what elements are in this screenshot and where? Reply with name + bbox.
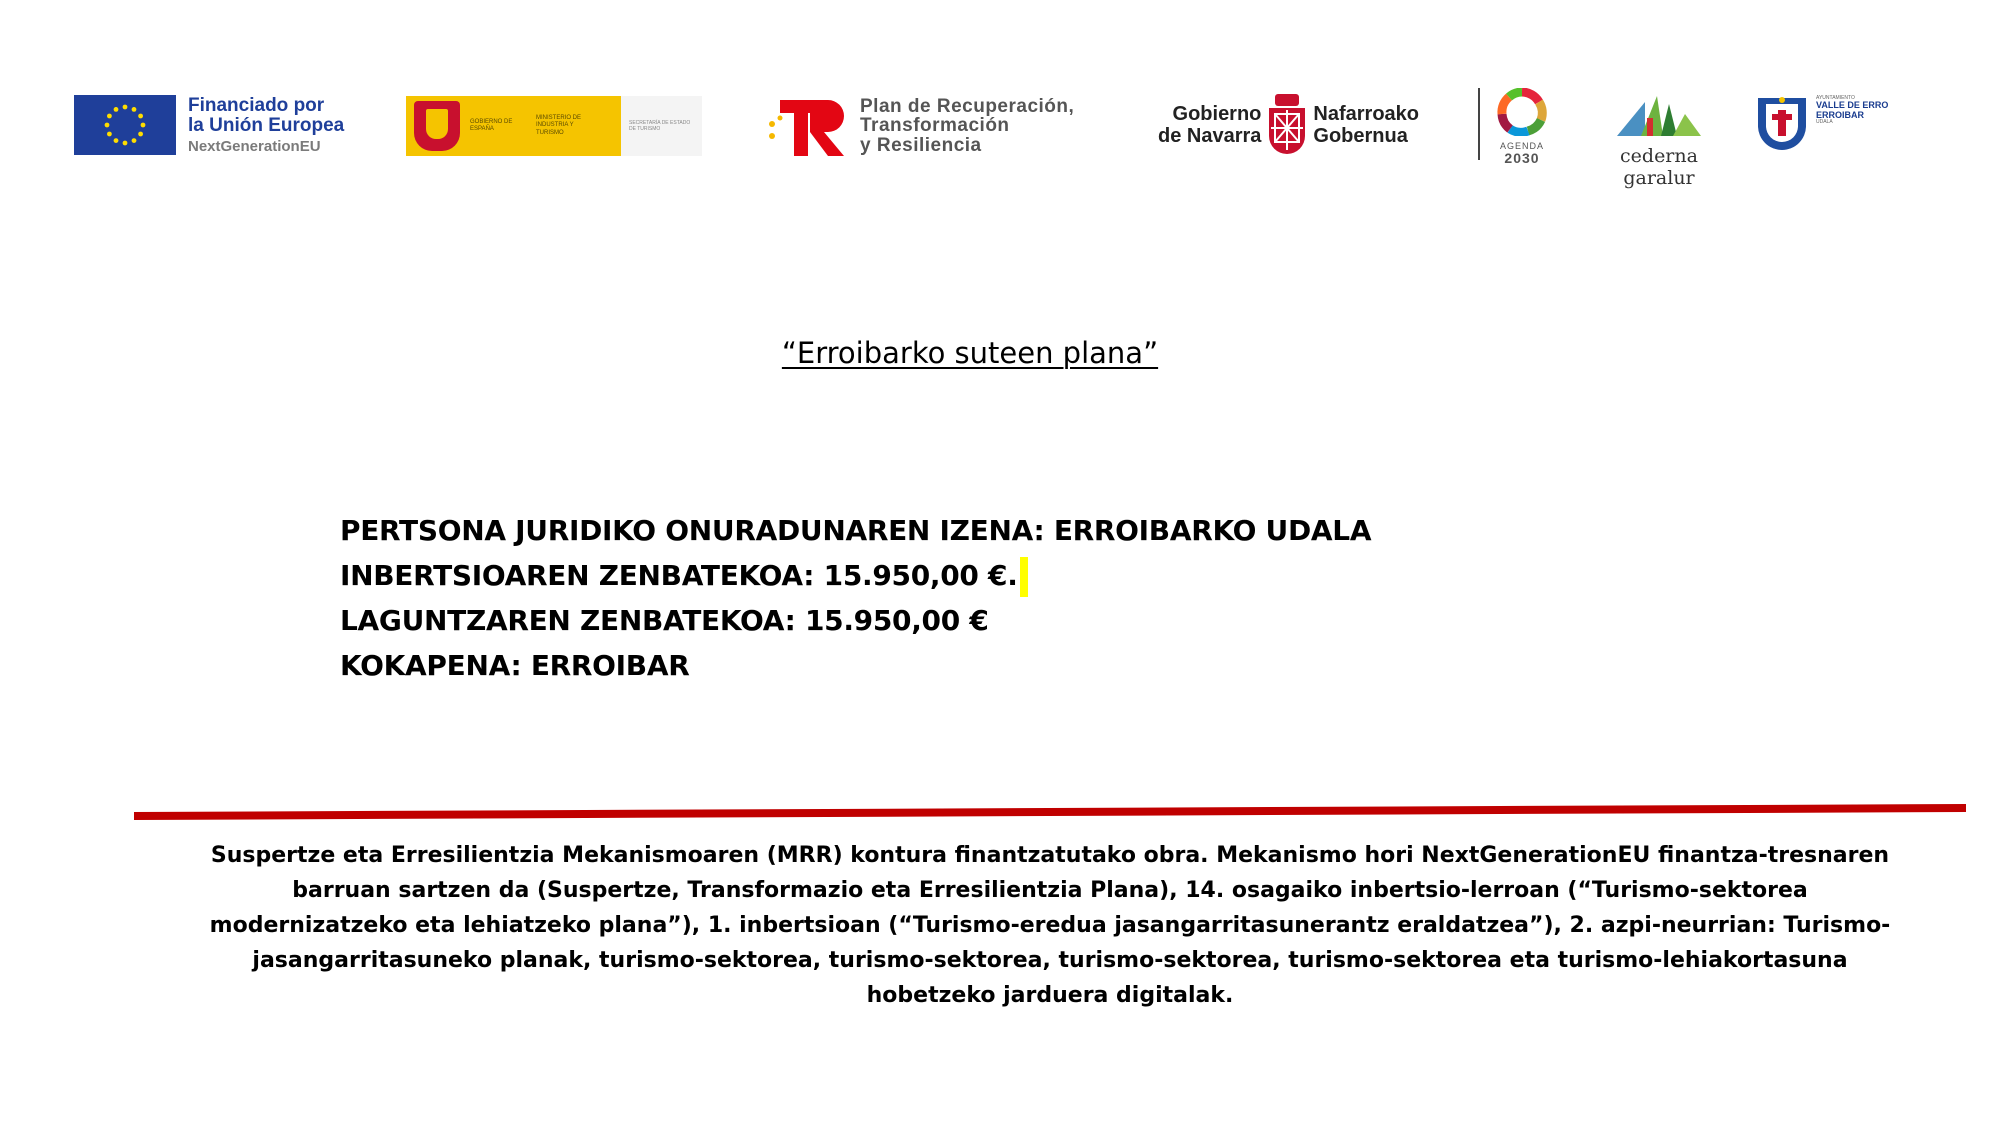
navarra-left-line-1: Gobierno xyxy=(1172,103,1262,125)
navarra-right-line-2: Gobernua xyxy=(1313,125,1408,147)
eu-logo-line-1: Financiado por xyxy=(188,94,325,116)
eu-flag-icon xyxy=(74,95,176,155)
spain-government-logo xyxy=(406,96,702,156)
cederna-garalur-logo xyxy=(1586,92,1732,189)
footnote-line: jasangarritasuneko planak, turismo-sektorea, turismo-sektorea, turismo-sektorea, turismo-sektorea eta turismo-lehiakortasuna xyxy=(252,948,1848,973)
valle-de-erro-logo xyxy=(1756,94,1902,156)
document-title-text: “Erroibarko suteen plana” xyxy=(781,336,1159,370)
aid-amount-line: LAGUNTZAREN ZENBATEKOA: 15.950,00 € xyxy=(340,604,989,637)
beneficiary-line: PERTSONA JURIDIKO ONURADUNAREN IZENA: ERROIBARKO UDALA xyxy=(340,514,1372,547)
prtr-logo xyxy=(766,92,1116,160)
spain-crest-icon xyxy=(414,101,460,151)
highlight-mark xyxy=(1020,557,1028,597)
prtr-line-3: y Resiliencia xyxy=(860,134,982,156)
footnote-line: modernizatzeko eta lehiatzeko plana”), 1. inbertsioan (“Turismo-eredua jasangarritasunerantz eraldatzea”), 2. azpi-neurrian: Turismo- xyxy=(209,913,1891,938)
agenda-label: AGENDA xyxy=(1499,141,1544,151)
prtr-tr-icon xyxy=(766,94,852,158)
footnote-line: Suspertze eta Erresilientzia Mekanismoaren (MRR) kontura finantzatutako obra. Mekanismo hori NextGenerationEU finantza-tresnaren xyxy=(210,843,1890,868)
investment-line xyxy=(340,553,1371,598)
sdg-wheel-icon xyxy=(1494,88,1550,136)
navarra-left-line-2: de Navarra xyxy=(1158,125,1262,147)
eu-logo-line-2: la Unión Europea xyxy=(188,114,345,136)
project-details xyxy=(340,508,1371,688)
cederna-text: cederna garalur xyxy=(1620,145,1698,189)
funding-footnote xyxy=(150,838,1950,1013)
agenda-2030-logo xyxy=(1490,88,1554,166)
location-line: KOKAPENA: ERROIBAR xyxy=(340,649,690,682)
prtr-line-2: Transformación xyxy=(860,115,1010,137)
spain-logo-gobierno: GOBIERNO DE ESPAÑA xyxy=(470,118,513,132)
erro-valle: VALLE DE ERRO xyxy=(1816,100,1889,111)
erro-erroibar: ERROIBAR xyxy=(1816,109,1865,120)
investment-text: INBERTSIOAREN ZENBATEKOA: 15.950,00 €. xyxy=(340,559,1018,592)
cederna-mountains-icon xyxy=(1611,92,1707,138)
footnote-line: barruan sartzen da (Suspertze, Transformazio eta Erresilientzia Plana), 14. osagaiko inbertsio-lerroan (“Turismo-sektorea xyxy=(292,878,1808,903)
footnote-line: hobetzeko jarduera digitalak. xyxy=(866,983,1234,1008)
navarra-shield-icon xyxy=(1267,92,1307,158)
spain-logo-secretaria: SECRETARÍA DE ESTADO DE TURISMO xyxy=(629,120,691,132)
eu-funding-logo xyxy=(74,94,364,156)
navarra-right-line-1: Nafarroako xyxy=(1313,103,1420,125)
logo-separator xyxy=(1478,88,1480,160)
prtr-line-1: Plan de Recuperación, xyxy=(860,95,1075,117)
erro-ayuntamiento: AYUNTAMIENTO xyxy=(1816,95,1855,101)
eu-logo-line-3: NextGenerationEU xyxy=(188,137,321,155)
navarra-government-logo xyxy=(1158,90,1468,160)
erro-shield-icon xyxy=(1756,94,1808,154)
erro-udala: UDALA xyxy=(1816,119,1833,126)
document-title xyxy=(0,336,1940,370)
spain-logo-ministerio: MINISTERIO DE INDUSTRIA Y TURISMO xyxy=(536,115,582,136)
agenda-year: 2030 xyxy=(1504,150,1540,166)
